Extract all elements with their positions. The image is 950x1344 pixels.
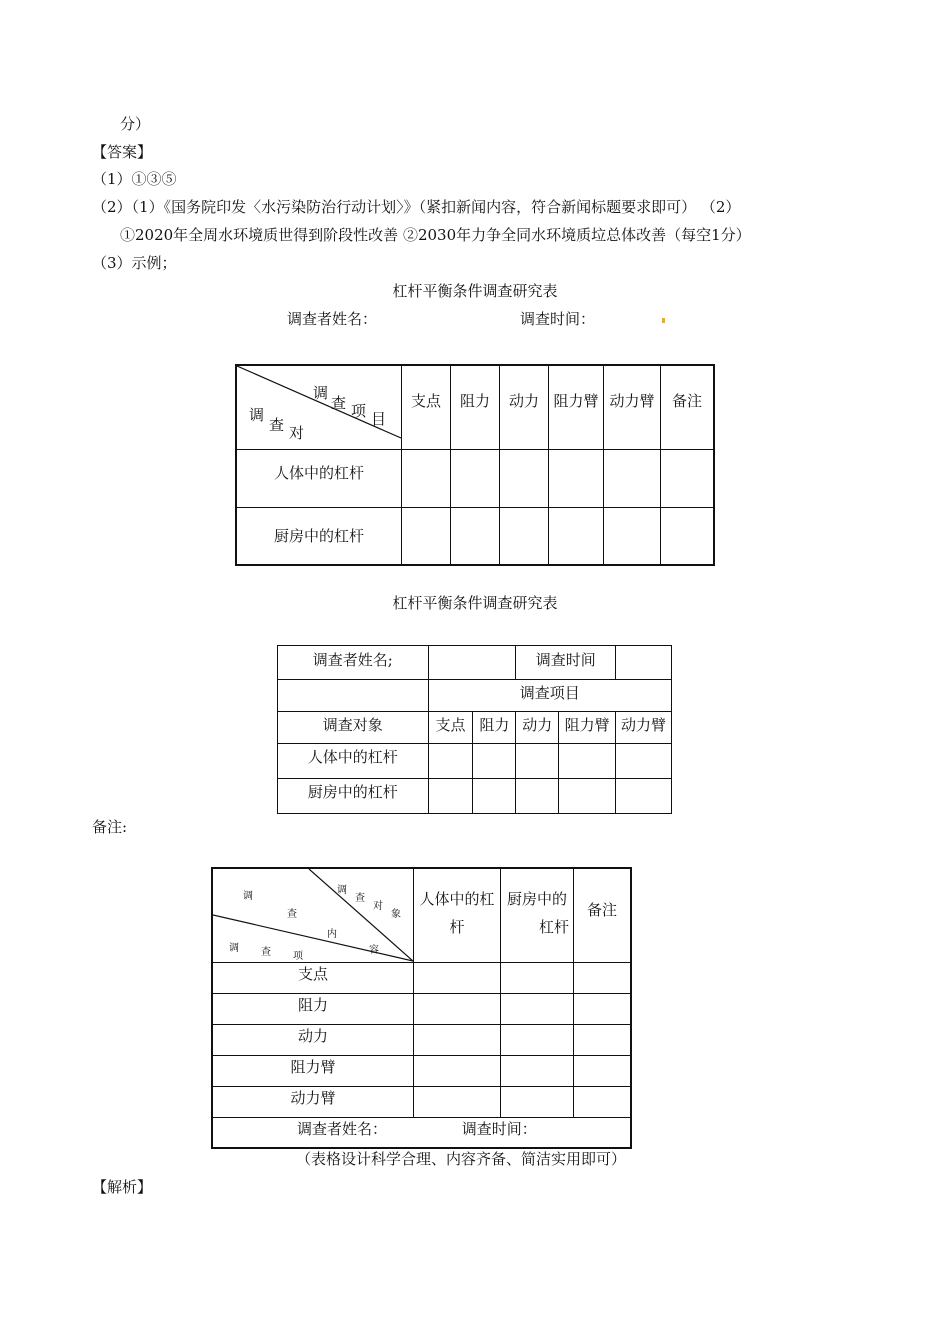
table-cell: [501, 993, 574, 1024]
table-design-note: （表格设计科学合理、内容齐备、简洁实用即可）: [296, 1150, 627, 1168]
header-line: 杆: [449, 918, 465, 936]
diag-char: 调: [249, 406, 265, 424]
table-cell: [501, 1086, 574, 1117]
table2: [277, 645, 672, 814]
table-cell: [604, 449, 661, 507]
answer-q2-line1: （2）（1）《国务院印发〈水污染防治行动计划〉》（紧扣新闻内容，符合新闻标题要求即可） （2）: [92, 198, 741, 216]
diag-char: 调: [229, 943, 239, 954]
diag-char: 调: [243, 891, 253, 902]
table-cell: [414, 1055, 501, 1086]
header-line: 厨房中的: [506, 890, 567, 908]
column-header: 动力: [516, 712, 559, 744]
table-cell: [616, 744, 672, 779]
table-cell: [414, 1086, 501, 1117]
table-cell: [516, 779, 559, 814]
column-header: 动力臂: [616, 712, 672, 744]
diag-char: 查: [355, 893, 365, 904]
row-label: 人体中的杠杆: [236, 449, 402, 507]
diag-char: 调: [337, 885, 347, 896]
header-line: 人体中的杠: [419, 890, 495, 908]
items-header: 调查项目: [428, 680, 671, 712]
table-cell: [473, 744, 516, 779]
table1-title: 杠杆平衡条件调查研究表: [392, 282, 558, 300]
table-cell: [402, 449, 451, 507]
footer-time-label: 调查时间：: [461, 1119, 537, 1138]
table1-name-label: 调查者姓名：: [287, 310, 378, 328]
diag-char: 查: [261, 947, 271, 958]
header-line: 杠杆: [538, 918, 569, 936]
table-cell: [473, 779, 516, 814]
footer-row: [212, 1117, 631, 1148]
column-header: 阻力: [473, 712, 516, 744]
table-cell: [616, 779, 672, 814]
diag-char: 象: [391, 909, 401, 920]
column-header: [501, 868, 574, 962]
table-cell: [516, 744, 559, 779]
column-header: 备注: [661, 365, 715, 449]
column-header: 动力: [500, 365, 549, 449]
analysis-header: 【解析】: [92, 1178, 153, 1196]
name-value-cell: [428, 646, 516, 680]
table-cell: [414, 1024, 501, 1055]
table-cell: [574, 1086, 632, 1117]
table-cell: [500, 449, 549, 507]
table1-diagonal-header: [236, 365, 402, 449]
table-cell: [604, 507, 661, 565]
table-cell: [500, 507, 549, 565]
table-cell: [661, 449, 715, 507]
table2-title: 杠杆平衡条件调查研究表: [392, 594, 558, 612]
table-cell: [402, 507, 451, 565]
table-cell: [501, 962, 574, 993]
column-header: 支点: [428, 712, 473, 744]
diag-char: 内: [327, 929, 337, 940]
column-header: 阻力臂: [549, 365, 604, 449]
diag-char: 查: [269, 416, 285, 434]
table-cell: [549, 449, 604, 507]
answer-header: 【答案】: [92, 143, 153, 161]
diag-char: 对: [373, 901, 383, 912]
table-cell: [549, 507, 604, 565]
name-label-cell: 调查者姓名;: [278, 646, 429, 680]
object-header: 调查对象: [278, 712, 429, 744]
column-header: 阻力臂: [559, 712, 616, 744]
table-cell: [559, 779, 616, 814]
table-cell: [428, 779, 473, 814]
diag-char: 项: [351, 402, 367, 420]
table1-time-label: 调查时间：: [520, 310, 596, 328]
diag-char: 目: [371, 410, 387, 428]
table3: [211, 867, 632, 1149]
column-header: 支点: [402, 365, 451, 449]
row-label: 动力: [212, 1024, 414, 1055]
row-label: 阻力臂: [212, 1055, 414, 1086]
stray-mark: [662, 318, 665, 323]
column-header: 阻力: [451, 365, 500, 449]
diag-char: 容: [369, 945, 379, 956]
answer-q2-line2: ①2020年全周水环境质世得到阶段性改善 ②2030年力争全同水环境质垃总体改善（每空1分）: [120, 226, 751, 244]
continuation-text: 分）: [120, 115, 151, 133]
table-cell: [414, 993, 501, 1024]
column-header: 动力臂: [604, 365, 661, 449]
table-cell: [451, 449, 500, 507]
answer-q3: （3）示例；: [92, 254, 177, 272]
column-header: 备注: [574, 868, 632, 962]
table-cell: [574, 962, 632, 993]
row-label: 厨房中的杠杆: [236, 507, 402, 565]
row-label: 阻力: [212, 993, 414, 1024]
diag-char: 项: [293, 951, 303, 962]
row-label: 动力臂: [212, 1086, 414, 1117]
row-label: 支点: [212, 962, 414, 993]
empty-cell: [278, 680, 429, 712]
table-cell: [661, 507, 715, 565]
table1: [235, 364, 715, 566]
table-cell: [574, 1024, 632, 1055]
time-label-cell: 调查时间: [516, 646, 616, 680]
diag-char: 调: [313, 384, 329, 402]
diag-char: 对: [289, 424, 305, 442]
remark-label: 备注:: [92, 818, 128, 836]
diag-char: 查: [287, 909, 297, 920]
answer-q1: （1）①③⑤: [92, 170, 177, 188]
table3-diagonal-header: [212, 868, 414, 962]
diag-char: 查: [331, 394, 347, 412]
row-label: 厨房中的杠杆: [278, 779, 429, 814]
column-header: [414, 868, 501, 962]
footer-name-label: 调查者姓名：: [297, 1119, 388, 1138]
table-cell: [501, 1055, 574, 1086]
table-cell: [428, 744, 473, 779]
table-cell: [574, 1055, 632, 1086]
table-cell: [451, 507, 500, 565]
table-cell: [414, 962, 501, 993]
row-label: 人体中的杠杆: [278, 744, 429, 779]
time-value-cell: [616, 646, 672, 680]
table-cell: [501, 1024, 574, 1055]
diagonal-lines: [213, 869, 413, 963]
table-cell: [574, 993, 632, 1024]
table-cell: [559, 744, 616, 779]
